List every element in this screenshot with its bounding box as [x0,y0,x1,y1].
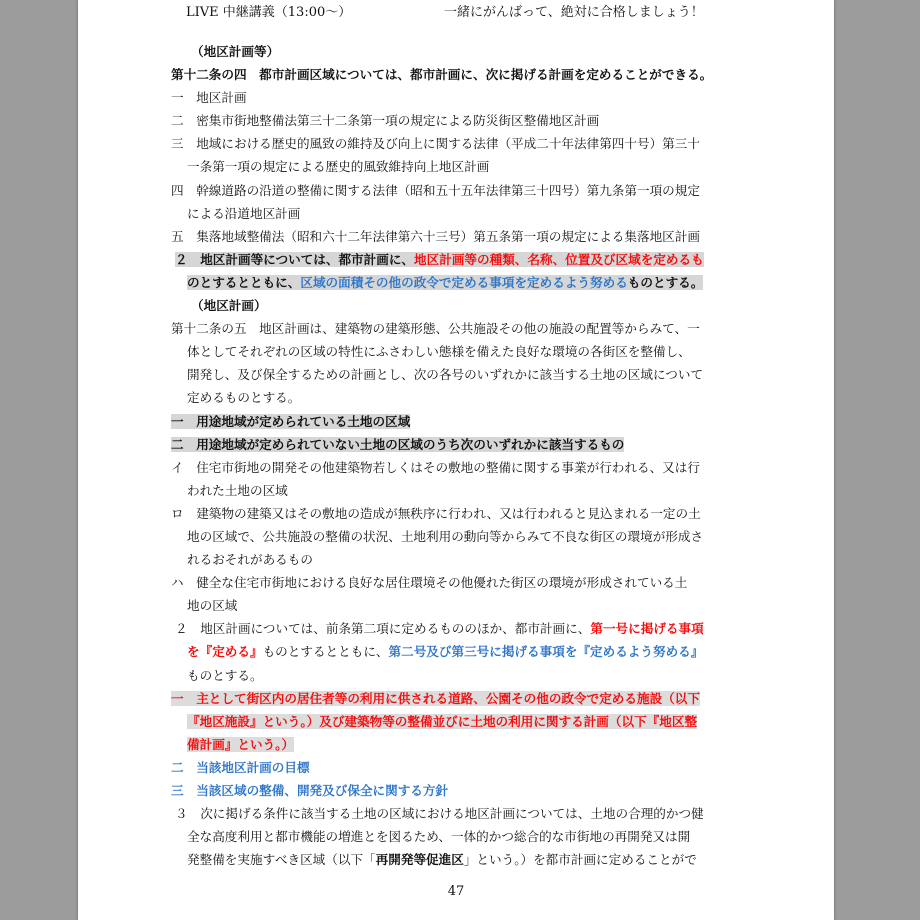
p3-text: 」という。）を都市計画に定めることがで [463,852,697,868]
para2-blue: 区域の面積その他の政令で定める事項を定めるよう努める [300,274,628,290]
p2-red: を『定める』 [187,644,263,660]
list-item: 四 幹線道路の沿道の整備に関する法律（昭和五十五年法律第三十四号）第九条第一項の規定 [171,182,700,198]
para2-text: ２ 地区計画等については、都市計画に、 [175,251,415,267]
item-1-red-text: 『地区施設』という。）及び建築物等の整備並びに土地の利用に関する計画（以下『地区整 [187,713,698,729]
list-item-highlighted [171,410,821,433]
sub-item-i: イ 住宅市街地の開発その他建築物若しくはその敷地の整備に関する事業が行われる、又は行 [171,459,700,475]
item-3-blue: 三 当該区域の整備、開発及び保全に関する方針 [171,783,449,798]
p3-bold: 再開発等促進区 [375,852,464,868]
page-header [78,3,834,23]
header-right: 一緒にがんばって、絶対に合格しましょう！ [444,5,704,20]
paragraph-2-line-1 [171,248,821,271]
p3-text: 発整備を実施すべき区域（以下「 [187,852,376,868]
section-heading-district-plan: （地区計画） [191,298,267,314]
para2-text: ものとする。 [627,274,704,290]
list-item: 二 密集市街地整備法第三十二条第一項の規定による防災街区整備地区計画 [171,113,600,129]
paragraph-3-line-3 [171,848,821,871]
paragraph-2-line-1 [171,617,821,640]
item-1-red-cont [171,710,821,733]
sub-item-cont: 地の区域で、公共施設の整備の状況、土地利用の動向等からみて不良な街区の環境が形成さ [187,528,704,544]
para2-red: 地区計画等の種類、名称、位置及び区域を定めるも [414,251,704,267]
item-1-red-text: 備計画』という。） [187,736,295,752]
list-item: 三 地域における歴史的風致の維持及び向上に関する法律（平成二十年法律第四十号）第三十 [171,136,700,152]
sub-item-cont: 地の区域 [187,598,238,614]
list-item-highlighted [171,433,821,456]
para2-text: のとするとともに、 [187,274,301,290]
list-item: 五 集落地域整備法（昭和六十二年法律第六十三号）第五条第一項の規定による集落地区計画 [171,228,700,244]
article-12-5-cont: 体としてそれぞれの区域の特性にふさわしい態様を備えた良好な環境の各街区を整備し、 [187,344,691,360]
item-2-blue: 二 当該地区計画の目標 [171,759,310,775]
item-1-red [171,687,821,710]
article-12-4-main: 第十二条の四 都市計画区域については、都市計画に、次に掲げる計画を定めることができる。 [171,67,713,83]
sub-item-ro: ロ 建築物の建築又はその敷地の造成が無秩序に行われ、又は行われると見込まれる一定の土 [171,505,701,521]
paragraph-2-line-2 [171,271,821,294]
paragraph-2-line-2 [171,640,821,663]
page-number: 47 [447,884,465,899]
article-12-5-cont: 定めるものとする。 [187,390,301,406]
paragraph-3-line-2: 全な高度利用と都市機能の増進とを図るため、一体的かつ総合的な市街地の再開発又は開 [187,829,691,845]
section-heading-district-plans: （地区計画等） [191,44,280,59]
paragraph-3-line-1: ３ 次に掲げる条件に該当する土地の区域における地区計画については、土地の合理的かつ健 [175,806,704,822]
article-12-5-cont: 開発し、及び保全するための計画とし、次の各号のいずれかに該当する土地の区域について [187,367,704,383]
sub-item-cont: れるおそれがあるもの [187,552,313,568]
item-text: 一 用途地域が定められている土地の区域 [171,413,411,429]
list-item-cont: による沿道地区計画 [187,205,301,221]
p2-red: 第一号に掲げる事項 [590,621,704,637]
item-text: 二 用途地域が定められていない土地の区域のうち次のいずれかに該当するもの [171,436,625,452]
p2-text: ２ 地区計画については、前条第二項に定めるもののほか、都市計画に、 [175,621,591,637]
item-1-red-cont [171,733,821,756]
list-item-cont: 一条第一項の規定による歴史的風致維持向上地区計画 [187,159,490,175]
sub-item-ha: ハ 健全な住宅市街地における良好な居住環境その他優れた街区の環境が形成されている土 [171,575,688,591]
document-body [171,40,821,871]
p2-blue: 第二号及び第三号に掲げる事項を『定めるよう努める』 [388,644,704,660]
article-12-5-main: 第十二条の五 地区計画は、建築物の建築形態、公共施設その他の施設の配置等からみて、一 [171,321,700,337]
sub-item-cont: われた土地の区域 [187,482,288,498]
list-item: 一 地区計画 [171,90,247,106]
header-left: LIVE 中継講義（13:00～） [186,5,352,20]
p2-text: ものとするとともに、 [262,644,389,660]
item-1-red-text: 一 主として街区内の居住者等の利用に供される道路、公園その他の政令で定める施設（以下 [171,690,700,706]
document-page [78,0,834,920]
paragraph-2-line-3: ものとする。 [187,667,263,683]
